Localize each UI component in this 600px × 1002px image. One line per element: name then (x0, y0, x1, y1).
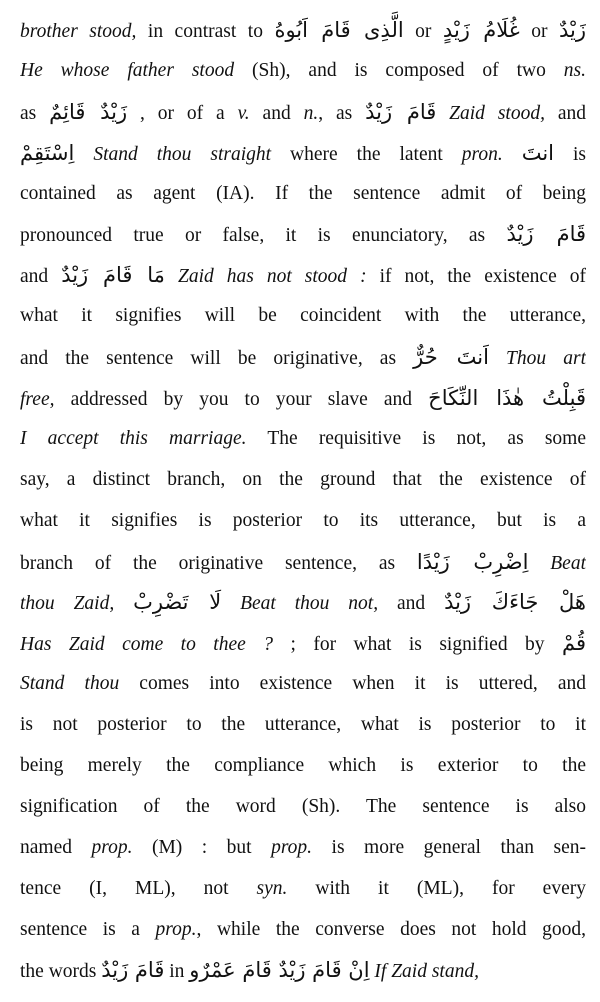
text-body (20, 10, 586, 991)
text-line (20, 255, 586, 296)
text-segment: in (164, 961, 190, 983)
text-line (20, 950, 586, 991)
arabic-text: لَا تَضْرِبْ (133, 590, 222, 615)
text-segment: addressed by you to your slave and (54, 389, 429, 411)
text-segment: branch of the originative sentence, as (20, 552, 417, 574)
text-segment: , or of a (127, 102, 238, 124)
italic-text: n. (303, 102, 319, 124)
italic-text: Stand thou (20, 673, 120, 695)
text-segment: named (20, 836, 92, 858)
arabic-text: اِضْرِبْ زَيْدًا (416, 549, 529, 574)
text-line (20, 10, 586, 51)
text-segment: in contrast to (136, 21, 275, 42)
text-segment: and (249, 102, 304, 124)
arabic-text: غُلَامُ زَيْدٍ (442, 18, 520, 42)
italic-text: syn. (256, 877, 288, 899)
text-line (20, 705, 586, 746)
arabic-text: اِنْ قَامَ زَيْدٌ قَامَ عَمْرٌو (189, 958, 370, 983)
text-segment: is not posterior to the utterance, what is posterior to it (20, 714, 586, 736)
text-segment: what it signifies is posterior to its utterance, but is a (20, 509, 586, 531)
italic-text: Zaid has not stood : (177, 266, 367, 288)
italic-text: Beat (550, 552, 586, 574)
text-segment: signification of the word (Sh). The sentence is also (20, 795, 586, 817)
italic-text: ns. (563, 59, 586, 81)
text-segment: or (519, 21, 559, 42)
text-line (20, 869, 586, 910)
text-segment: sentence is a (20, 918, 156, 940)
arabic-text: انتَ (521, 140, 555, 165)
arabic-text: زَيْدٌ قَائِمٌ (49, 99, 128, 124)
italic-text: He whose father stood (20, 59, 235, 81)
text-line (20, 746, 586, 787)
text-line (20, 582, 586, 623)
arabic-text: مَا قَامَ زَيْدٌ (61, 263, 165, 288)
text-segment: and (544, 102, 586, 124)
text-line (20, 623, 586, 664)
arabic-text: قَامَ زَيْدٌ (101, 958, 165, 983)
text-segment: , as (318, 102, 366, 124)
italic-text: v. (237, 102, 250, 124)
text-segment: or (403, 21, 443, 42)
italic-text: Beat thou not, (240, 593, 379, 615)
arabic-text: قَامَ زَيْدٌ (365, 99, 437, 124)
italic-text: pron. (461, 143, 503, 165)
arabic-text: قُمْ (561, 631, 586, 656)
text-line (20, 378, 586, 419)
text-segment (165, 266, 178, 287)
text-segment: with it (ML), for every (287, 877, 586, 899)
arabic-text: اَنتَ حُرٌّ (413, 345, 489, 370)
text-segment: where the latent (271, 143, 462, 165)
text-line (20, 787, 586, 828)
text-segment: The requisitive is not, as some (246, 427, 586, 449)
text-segment (436, 103, 449, 124)
arabic-text: اِسْتَقِمْ (20, 140, 75, 165)
text-segment (114, 593, 133, 614)
text-segment: and (20, 266, 62, 288)
arabic-text: قَامَ زَيْدٌ (506, 222, 586, 247)
text-segment: (M) : but (132, 836, 272, 858)
italic-text: I accept this marriage. (20, 427, 247, 449)
text-segment: (Sh), and is composed of two (234, 59, 564, 81)
italic-text: Thou art (506, 348, 586, 370)
text-line (20, 174, 586, 215)
text-segment: what it signifies will be coincident with the utterance, (20, 305, 586, 327)
text-segment: is more general than sen- (312, 836, 586, 858)
text-line (20, 51, 586, 92)
text-line (20, 92, 586, 133)
text-segment: and (378, 593, 445, 615)
italic-text: free, (20, 389, 55, 411)
text-segment: the words (20, 961, 102, 983)
text-line (20, 542, 586, 583)
text-segment (489, 348, 506, 369)
text-line (20, 828, 586, 869)
text-segment: as (20, 102, 50, 124)
text-line (20, 419, 586, 460)
italic-text: thou Zaid, (20, 593, 115, 615)
italic-text: If Zaid stand, (374, 961, 479, 983)
text-segment: tence (I, ML), not (20, 877, 257, 899)
text-line (20, 664, 586, 705)
italic-text: prop. (271, 836, 313, 858)
text-line (20, 501, 586, 542)
italic-text: prop. (155, 918, 197, 940)
italic-text: Stand thou straight (93, 143, 272, 165)
text-line (20, 296, 586, 337)
italic-text: brother stood, (20, 21, 137, 42)
text-segment (528, 553, 550, 574)
text-segment: being merely the compliance which is exterior to the (20, 755, 586, 777)
text-segment (74, 144, 93, 165)
text-segment (221, 593, 240, 614)
text-line (20, 460, 586, 501)
arabic-text: الَّذِى قَامَ اَبُوهُ (274, 18, 404, 42)
arabic-text: قَبِلْتُ هٰذَا النِّكَاحَ (428, 386, 586, 411)
text-segment: if not, the existence of (366, 266, 586, 288)
arabic-text: هَلْ جَاءَكَ زَيْدٌ (444, 590, 586, 615)
text-segment: contained as agent (IA). If the sentence admit of being (20, 182, 586, 204)
italic-text: prop. (91, 836, 133, 858)
text-line (20, 133, 586, 174)
text-segment: comes into existence when it is uttered, and (119, 673, 586, 695)
text-segment: and the sentence will be originative, as (20, 348, 414, 370)
text-line (20, 337, 586, 378)
italic-text: Zaid stood, (449, 102, 545, 124)
text-segment (503, 144, 522, 165)
text-segment: ; for what is signified by (273, 634, 562, 656)
text-segment: say, a distinct branch, on the ground that the existence of (20, 468, 586, 490)
text-line (20, 214, 586, 255)
text-segment: pronounced true or false, it is enunciatory, as (20, 225, 507, 247)
text-segment: , while the converse does not hold good, (196, 918, 586, 940)
italic-text: Has Zaid come to thee ? (20, 634, 273, 656)
text-line (20, 910, 586, 951)
text-segment: is (554, 143, 586, 165)
arabic-text: زَيْدٌ (558, 18, 586, 42)
